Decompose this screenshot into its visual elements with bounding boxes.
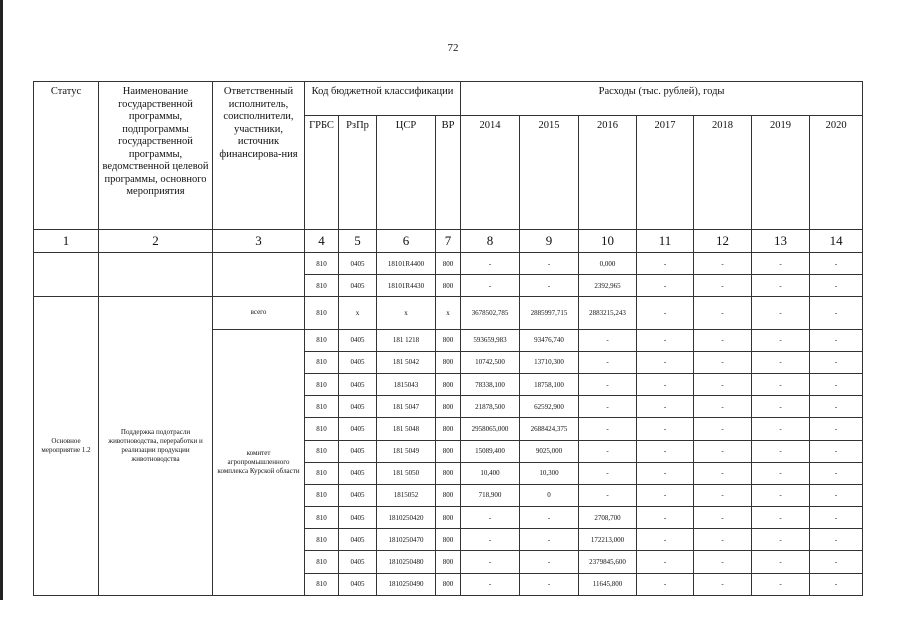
table-cell: 0405 (339, 551, 377, 573)
name-cell-empty (99, 253, 213, 297)
table-cell: - (810, 507, 863, 529)
table-cell: 800 (436, 484, 461, 506)
column-number: 6 (377, 230, 436, 253)
table-cell: - (752, 484, 810, 506)
table-cell: 0405 (339, 396, 377, 418)
table-cell: 1815043 (377, 373, 436, 395)
table-cell: 800 (436, 253, 461, 275)
header-year: 2020 (810, 116, 863, 230)
table-cell: - (637, 329, 694, 351)
header-rzpr: РзПр (339, 116, 377, 230)
table-cell: 800 (436, 396, 461, 418)
table-cell: - (461, 551, 520, 573)
column-number: 11 (637, 230, 694, 253)
table-cell: 181 5048 (377, 418, 436, 440)
table-cell: - (752, 418, 810, 440)
column-number: 4 (305, 230, 339, 253)
table-cell: 800 (436, 275, 461, 297)
table-cell: 0405 (339, 462, 377, 484)
column-number: 2 (99, 230, 213, 253)
table-cell: - (637, 396, 694, 418)
status-cell-empty (34, 253, 99, 297)
table-cell: 2379845,600 (579, 551, 637, 573)
column-number: 9 (520, 230, 579, 253)
table-cell: - (694, 551, 752, 573)
table-cell: 18101R4400 (377, 253, 436, 275)
table-cell: 0405 (339, 373, 377, 395)
table-cell: - (579, 462, 637, 484)
table-cell: 593659,983 (461, 329, 520, 351)
table-cell: 10742,500 (461, 351, 520, 373)
table-cell: - (694, 573, 752, 595)
table-cell: 2688424,375 (520, 418, 579, 440)
executor-cell-empty (213, 253, 305, 297)
table-cell: х (377, 297, 436, 329)
table-cell: 0,000 (579, 253, 637, 275)
header-expenses: Расходы (тыс. рублей), годы (461, 82, 863, 116)
page-number: 72 (447, 42, 459, 54)
table-cell: - (579, 329, 637, 351)
table-cell: - (461, 253, 520, 275)
header-year: 2015 (520, 116, 579, 230)
table-cell: 10,400 (461, 462, 520, 484)
table-cell: - (810, 351, 863, 373)
table-cell: 1810250470 (377, 529, 436, 551)
table-cell: 800 (436, 351, 461, 373)
column-number: 8 (461, 230, 520, 253)
header-status: Статус (34, 82, 99, 230)
table-cell: - (637, 507, 694, 529)
header-year: 2019 (752, 116, 810, 230)
table-cell: 810 (305, 462, 339, 484)
table-cell: - (694, 253, 752, 275)
table-cell: х (436, 297, 461, 329)
table-cell: - (752, 351, 810, 373)
table-cell: 62592,900 (520, 396, 579, 418)
column-number: 5 (339, 230, 377, 253)
header-vr: ВР (436, 116, 461, 230)
table-cell: 800 (436, 551, 461, 573)
table-cell: - (461, 573, 520, 595)
column-number: 10 (579, 230, 637, 253)
table-cell: х (339, 297, 377, 329)
table-cell: 810 (305, 573, 339, 595)
table-cell: - (637, 484, 694, 506)
table-cell: - (520, 275, 579, 297)
table-cell: 13710,300 (520, 351, 579, 373)
table-cell: 172213,000 (579, 529, 637, 551)
table-cell: 0405 (339, 275, 377, 297)
table-cell: 0405 (339, 253, 377, 275)
header-year: 2018 (694, 116, 752, 230)
table-cell: 810 (305, 507, 339, 529)
table-cell: 718,900 (461, 484, 520, 506)
header-year: 2016 (579, 116, 637, 230)
executor-cell: комитет агропромышленного комплекса Курской области (213, 329, 305, 595)
table-cell: 10,300 (520, 462, 579, 484)
status-cell: Основное мероприятие 1.2 (34, 297, 99, 595)
table-cell: 1810250480 (377, 551, 436, 573)
table-cell: - (461, 529, 520, 551)
table-cell: - (752, 329, 810, 351)
table-cell: - (694, 529, 752, 551)
table-cell: 181 5049 (377, 440, 436, 462)
table-cell: - (810, 529, 863, 551)
header-year: 2014 (461, 116, 520, 230)
table-cell: 18758,100 (520, 373, 579, 395)
table-cell: - (637, 573, 694, 595)
table-cell: - (810, 484, 863, 506)
table-cell: 810 (305, 551, 339, 573)
table-cell: 810 (305, 275, 339, 297)
table-cell: - (520, 529, 579, 551)
table-cell: 1810250420 (377, 507, 436, 529)
column-number: 14 (810, 230, 863, 253)
table-cell: 0405 (339, 507, 377, 529)
table-cell: - (637, 529, 694, 551)
table-cell: - (810, 329, 863, 351)
table-cell: - (637, 418, 694, 440)
table-cell: 181 5042 (377, 351, 436, 373)
table-cell: - (752, 396, 810, 418)
table-cell: - (694, 275, 752, 297)
table-cell: 810 (305, 373, 339, 395)
table-cell: - (694, 329, 752, 351)
table-cell: - (752, 573, 810, 595)
table-cell: - (694, 418, 752, 440)
budget-table (33, 81, 863, 596)
table-cell: - (579, 351, 637, 373)
table-cell: 2883215,243 (579, 297, 637, 329)
table-cell: 810 (305, 440, 339, 462)
table-cell: 810 (305, 351, 339, 373)
table-cell: 18101R4430 (377, 275, 436, 297)
table-cell: - (752, 373, 810, 395)
table-cell: - (694, 373, 752, 395)
table-cell: 9025,000 (520, 440, 579, 462)
table-cell: 800 (436, 529, 461, 551)
table-cell: - (810, 462, 863, 484)
table-cell: 810 (305, 418, 339, 440)
table-row-total (34, 297, 863, 329)
table-cell: - (752, 253, 810, 275)
table-cell: - (810, 551, 863, 573)
table-cell: 11645,800 (579, 573, 637, 595)
column-number: 1 (34, 230, 99, 253)
table-cell: - (810, 573, 863, 595)
table-cell: - (520, 253, 579, 275)
table-cell: 1815052 (377, 484, 436, 506)
table-cell: 78338,100 (461, 373, 520, 395)
table-cell: - (520, 551, 579, 573)
table-cell: - (752, 507, 810, 529)
table-cell: 2708,700 (579, 507, 637, 529)
table-cell: 800 (436, 329, 461, 351)
table-cell: 810 (305, 329, 339, 351)
table-cell: - (637, 253, 694, 275)
table-cell: 0405 (339, 484, 377, 506)
program-name-cell: Поддержка подотрасли животноводства, переработки и реализации продукции животноводства (99, 297, 213, 595)
table-cell: - (810, 396, 863, 418)
table-cell: - (694, 462, 752, 484)
table-cell: 2885997,715 (520, 297, 579, 329)
table-cell: - (579, 373, 637, 395)
table-cell: - (752, 440, 810, 462)
total-label-cell: всего (213, 297, 305, 329)
table-cell: - (752, 275, 810, 297)
table-cell: 800 (436, 462, 461, 484)
table-cell: - (579, 396, 637, 418)
table-cell: 1810250490 (377, 573, 436, 595)
table-cell: - (694, 484, 752, 506)
table-cell: 0405 (339, 418, 377, 440)
header-budget-code: Код бюджетной классификации (305, 82, 461, 116)
table-cell: - (637, 462, 694, 484)
table-cell: 0405 (339, 329, 377, 351)
table-cell: - (810, 418, 863, 440)
table-cell: 181 5050 (377, 462, 436, 484)
table-cell: 810 (305, 529, 339, 551)
table-cell: 800 (436, 373, 461, 395)
table-cell: 0 (520, 484, 579, 506)
table-cell: 800 (436, 440, 461, 462)
table-cell: - (810, 275, 863, 297)
table-cell: - (810, 440, 863, 462)
table-cell: 810 (305, 253, 339, 275)
table-cell: 93476,740 (520, 329, 579, 351)
table-cell: 0405 (339, 529, 377, 551)
column-number: 13 (752, 230, 810, 253)
table-header (34, 82, 863, 253)
table-cell: 181 5047 (377, 396, 436, 418)
column-number: 7 (436, 230, 461, 253)
table-cell: - (637, 275, 694, 297)
table-cell: 15089,400 (461, 440, 520, 462)
table-cell: 2958065,000 (461, 418, 520, 440)
table-cell: - (752, 551, 810, 573)
column-number-row (34, 230, 863, 253)
table-cell: 0405 (339, 440, 377, 462)
header-csr: ЦСР (377, 116, 436, 230)
table-cell: - (520, 573, 579, 595)
table-cell: - (637, 297, 694, 329)
table-cell: - (694, 440, 752, 462)
header-grbs: ГРБС (305, 116, 339, 230)
table-cell: - (579, 484, 637, 506)
table-cell: - (520, 507, 579, 529)
table-cell: 800 (436, 507, 461, 529)
table-cell: 0405 (339, 351, 377, 373)
table-cell: 810 (305, 297, 339, 329)
table-cell: - (637, 351, 694, 373)
table-cell: - (694, 507, 752, 529)
table-body (34, 253, 863, 596)
header-responsible: Ответственный исполнитель, соисполнители, участники, источник финансирова-ния (213, 82, 305, 230)
table-cell: - (752, 462, 810, 484)
table-cell: 800 (436, 418, 461, 440)
table-cell: - (694, 351, 752, 373)
table-cell: 181 1218 (377, 329, 436, 351)
page-left-edge (0, 0, 3, 600)
table-cell: 800 (436, 573, 461, 595)
table-cell: - (752, 297, 810, 329)
table-cell: 2392,965 (579, 275, 637, 297)
table-cell: - (810, 253, 863, 275)
table-cell: - (579, 440, 637, 462)
table-cell: 3678502,785 (461, 297, 520, 329)
column-number: 12 (694, 230, 752, 253)
table-cell: - (637, 373, 694, 395)
table-cell: - (810, 373, 863, 395)
table-cell: - (694, 396, 752, 418)
table-cell: 810 (305, 484, 339, 506)
table-cell: - (461, 275, 520, 297)
column-number: 3 (213, 230, 305, 253)
table-cell: - (752, 529, 810, 551)
table-cell: 21878,500 (461, 396, 520, 418)
table-cell: 810 (305, 396, 339, 418)
header-name: Наименование государственной программы, подпрограммы государственной программы, ведомственной целевой программы, основного мероприятия (99, 82, 213, 230)
table-cell: - (637, 551, 694, 573)
header-year: 2017 (637, 116, 694, 230)
table-cell: - (694, 297, 752, 329)
table-cell: - (637, 440, 694, 462)
table-cell: 0405 (339, 573, 377, 595)
table-cell: - (579, 418, 637, 440)
table-cell: - (461, 507, 520, 529)
table-cell: - (810, 297, 863, 329)
table-row (34, 253, 863, 275)
